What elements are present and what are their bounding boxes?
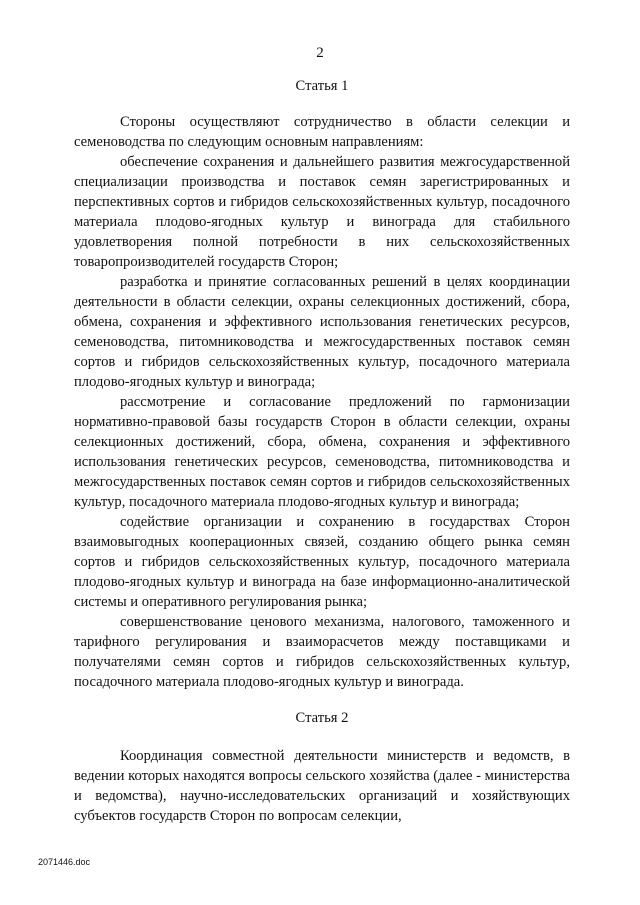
article-1-item: обеспечение сохранения и дальнейшего развития межгосударственной специализации производства и поставок семян зарегистрированных и перспективных сортов и гибридов сельскохозяйственных культур, посадочного материала плодово-ягодных культур и винограда для стабильного удовлетворения полной потребности в них сельскохозяйственных товаропроизводителей государств Сторон; bbox=[74, 154, 570, 270]
article-2-heading: Статья 2 bbox=[295, 710, 349, 726]
document-filename: 2071446.doc bbox=[38, 857, 91, 867]
document-body bbox=[74, 76, 570, 826]
article-1-heading: Статья 1 bbox=[295, 78, 349, 94]
article-1-item: содействие организации и сохранению в государствах Сторон взаимовыгодных кооперационных связей, созданию общего рынка семян сортов и гибридов сельскохозяйственных культур, посадочного материала плодово-ягодных культур и винограда на базе информационно-аналитической системы и оперативного регулирования рынка; bbox=[74, 514, 570, 610]
article-1-item: разработка и принятие согласованных решений в целях координации деятельности в области селекции, охраны селекционных достижений, сбора, обмена, сохранения и эффективного использования генетических ресурсов, семеноводства, питомниководства и межгосударственных поставок семян сортов и гибридов сельскохозяйственных культур, посадочного материала плодово-ягодных культур и винограда; bbox=[74, 274, 570, 390]
article-1-item: рассмотрение и согласование предложений по гармонизации нормативно-правовой базы государств Сторон в области селекции, охраны селекционных достижений, сбора, обмена, сохранения и эффективного использования генетических ресурсов, семеноводства, питомниководства и межгосударственных поставок семян сортов и гибридов сельскохозяйственных культур, посадочного материала плодово-ягодных культур и винограда; bbox=[74, 394, 570, 510]
article-1-item: совершенствование ценового механизма, налогового, таможенного и тарифного регулирования и взаиморасчетов между поставщиками и получателями семян сортов и гибридов сельскохозяйственных культур, посадочного материала плодово-ягодных культур и винограда. bbox=[74, 614, 570, 690]
article-2-text: Координация совместной деятельности министерств и ведомств, в ведении которых находятся вопросы сельского хозяйства (далее - министерства и ведомства), научно-исследовательских организаций и хозяйствующих субъектов государств Сторон по вопросам селекции, bbox=[74, 748, 570, 824]
page-number: 2 bbox=[316, 45, 324, 61]
article-1-intro: Стороны осуществляют сотрудничество в области селекции и семеноводства по следующим основным направлениям: bbox=[74, 114, 570, 150]
